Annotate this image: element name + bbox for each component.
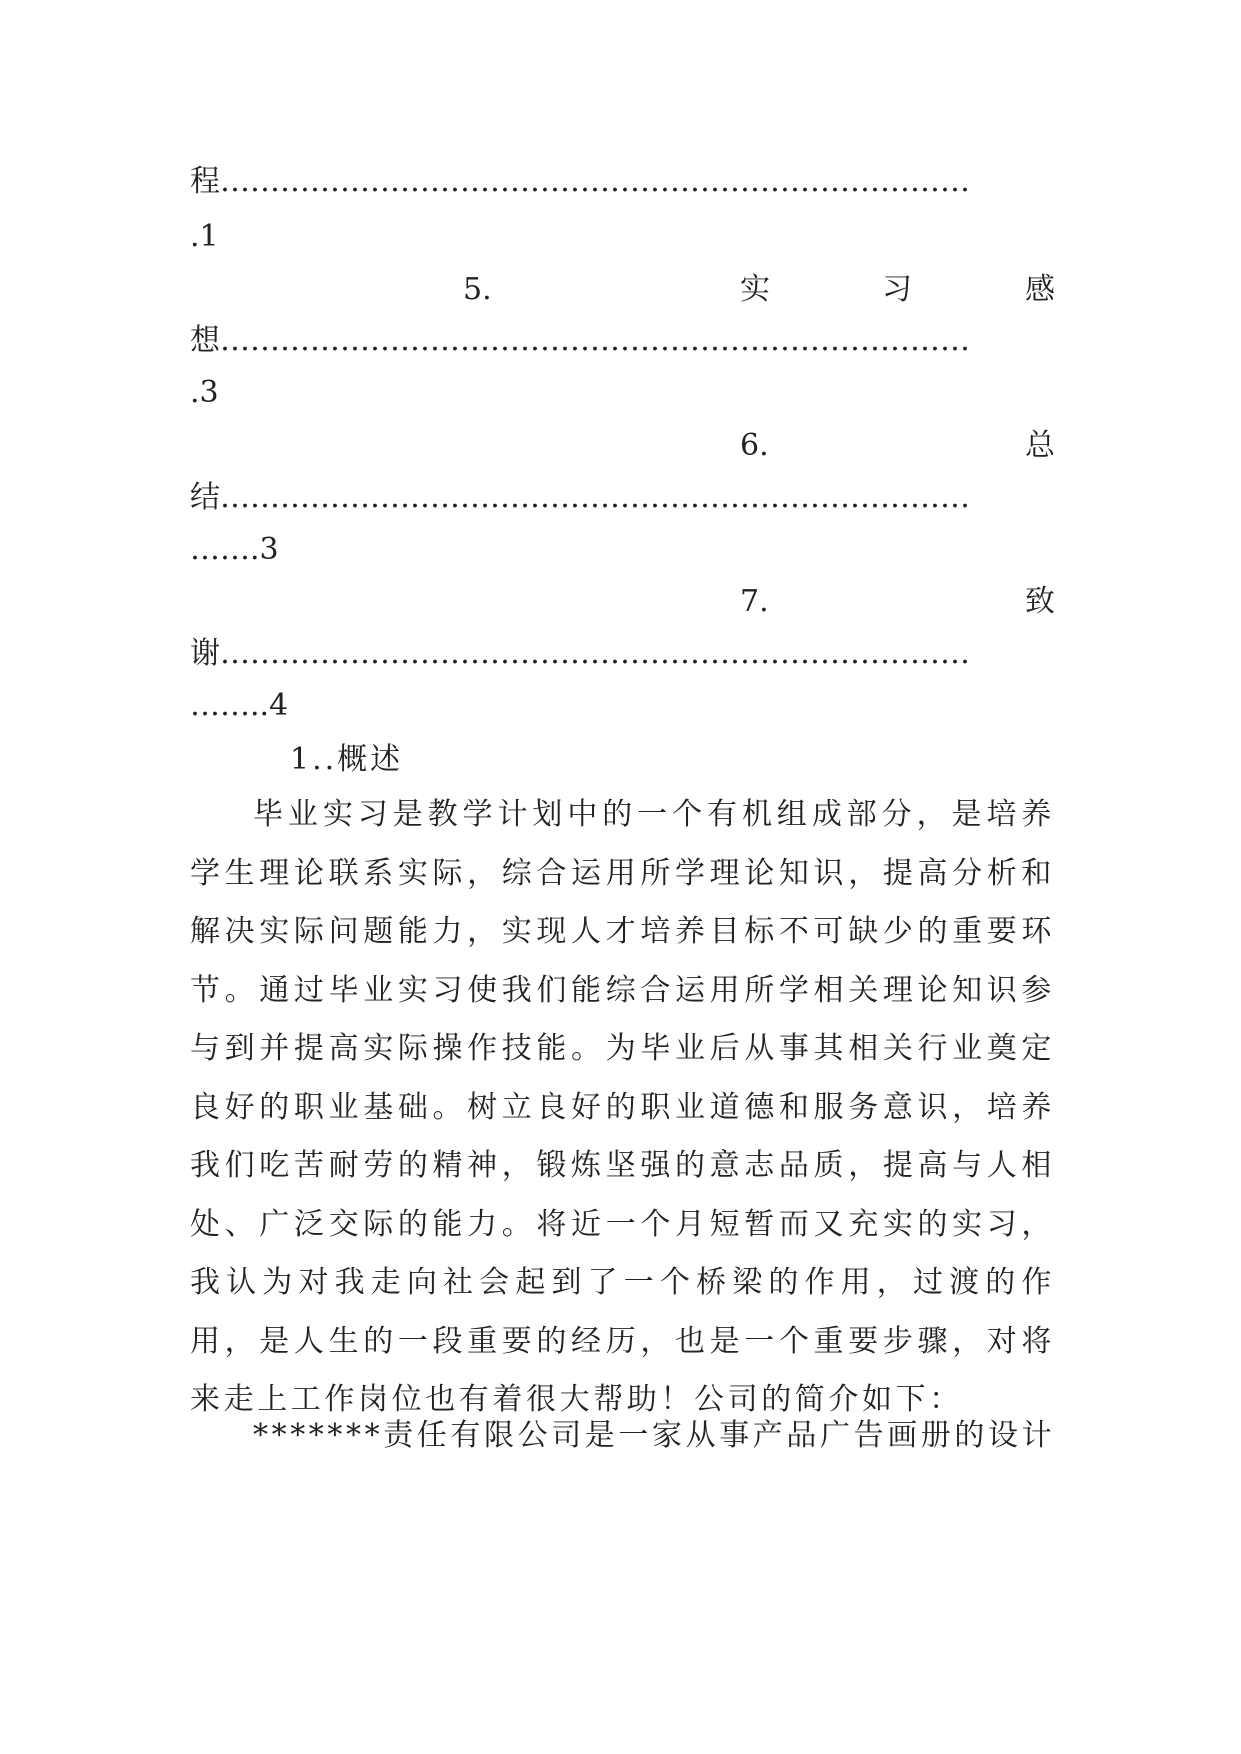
body-paragraph-2-start: *******责任有限公司是一家从事产品广告画册的设计 <box>253 1418 1055 1453</box>
section-heading: 1..概述 <box>290 742 404 777</box>
toc-item-4-label-end: 程………………………………………………………………… <box>190 164 970 199</box>
toc-item-7-label-end: 谢………………………………………………………………… <box>190 636 970 671</box>
toc-item-7-page: ……..4 <box>190 688 289 723</box>
toc-item-5-header <box>190 264 1055 316</box>
toc-item-7-number: 7. <box>740 584 769 619</box>
toc-item-5-page: .3 <box>190 375 219 410</box>
toc-item-5-char-2: 习 <box>882 272 912 307</box>
toc-item-6-label-end: 结………………………………………………………………… <box>190 480 970 515</box>
toc-item-6-number: 6. <box>740 428 769 463</box>
toc-item-5-char-3: 感 <box>1025 272 1055 307</box>
toc-item-7-header <box>190 576 1055 628</box>
toc-item-6-char: 总 <box>1025 428 1055 463</box>
body-paragraph-1: 毕业实习是教学计划中的一个有机组成部分，是培养学生理论联系实际，综合运用所学理论知识，提高分析和解决实际问题能力，实现人才培养目标不可缺少的重要环节。通过毕业实习使我们能综合运用所学相关理论知识参与到并提高实际操作技能。为毕业后从事其相关行业奠定良好的职业基础。树立良好的职业道德和服务意识，培养我们吃苦耐劳的精神，锻炼坚强的意志品质，提高与人相处、广泛交际的能力。将近一个月短暂而又充实的实习，我认为对我走向社会起到了一个桥梁的作用，过渡的作用，是人生的一段重要的经历，也是一个重要步骤，对将来走上工作岗位也有着很大帮助！公司的简介如下： <box>190 797 1055 1417</box>
toc-item-6-page: …….3 <box>190 532 279 567</box>
toc-item-7-char: 致 <box>1025 584 1055 619</box>
toc-item-4-page: .1 <box>190 219 219 254</box>
toc-item-6-header <box>190 420 1055 472</box>
toc-item-5-char-1: 实 <box>740 272 770 307</box>
toc-item-5-number: 5. <box>463 272 492 307</box>
toc-item-5-label-end: 想………………………………………………………………… <box>190 323 970 358</box>
